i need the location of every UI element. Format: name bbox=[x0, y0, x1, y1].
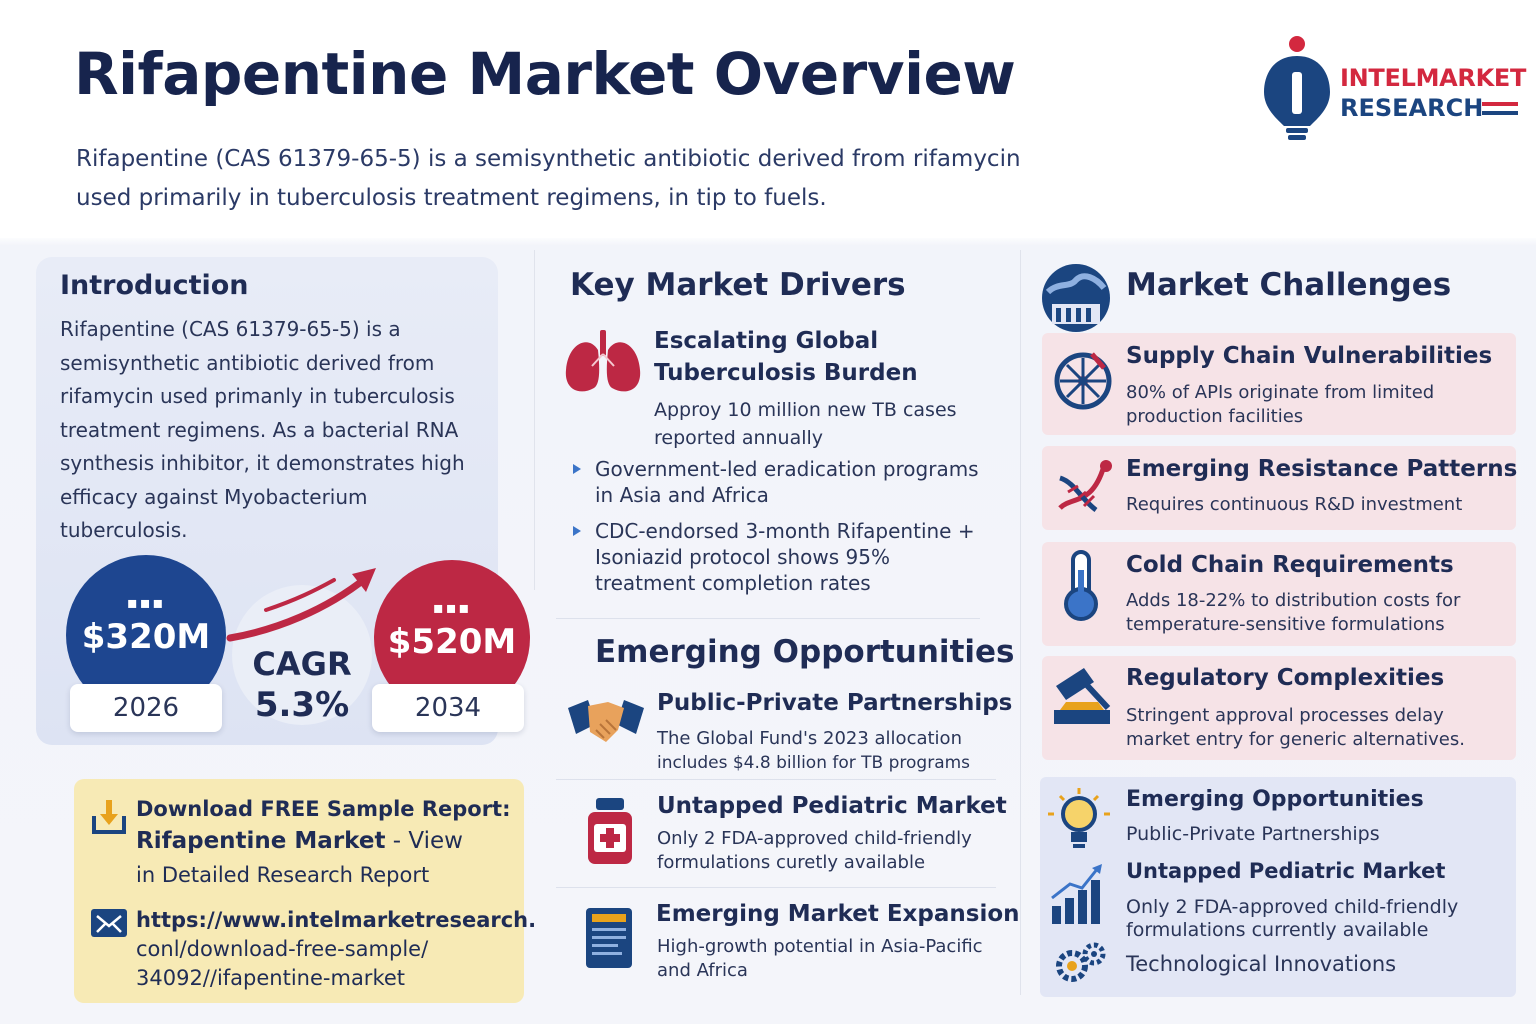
driver-bullet: Government-led eradication programs in Asia and Africa bbox=[573, 456, 993, 508]
thermometer-icon bbox=[1056, 550, 1106, 622]
opportunity-body-line: formulations curetly available bbox=[657, 852, 926, 873]
download-heading: Download FREE Sample Report: bbox=[136, 797, 511, 821]
dna-resistance-icon bbox=[1052, 456, 1114, 518]
challenge-heading: Supply Chain Vulnerabilities bbox=[1126, 343, 1493, 369]
right-opportunity-heading: Untapped Pediatric Market bbox=[1126, 859, 1446, 883]
challenge-body bbox=[1126, 589, 1506, 637]
start-year: 2026 bbox=[70, 684, 222, 732]
column-divider bbox=[534, 250, 535, 590]
divider bbox=[556, 779, 996, 780]
challenge-heading: Cold Chain Requirements bbox=[1126, 552, 1454, 578]
driver-bullet: CDC-endorsed 3-month Rifapentine + Isoniazid protocol shows 95% treatment completion rates bbox=[573, 518, 993, 596]
download-url-line2[interactable]: conl/download-free-sample/ bbox=[136, 937, 429, 961]
challenge-body: Requires continuous R&D investment bbox=[1126, 494, 1463, 515]
divider bbox=[556, 618, 980, 619]
divider bbox=[556, 887, 996, 888]
gears-icon bbox=[1052, 940, 1108, 986]
download-url-line3[interactable]: 34092//ifapentine-market bbox=[136, 966, 406, 990]
right-opportunities-title: Emerging Opportunities bbox=[1126, 787, 1424, 812]
challenge-body-line: production facilities bbox=[1126, 406, 1304, 427]
intro-title: Introduction bbox=[60, 270, 249, 301]
opportunity-heading: Untapped Pediatric Market bbox=[657, 793, 1007, 819]
cagr-label: CAGR bbox=[252, 645, 352, 683]
gavel-icon bbox=[1050, 662, 1114, 728]
lightbulb-icon bbox=[1046, 786, 1112, 856]
cagr-value: 5.3% bbox=[254, 685, 350, 725]
opportunity-body bbox=[657, 935, 997, 983]
download-icon[interactable] bbox=[90, 798, 128, 836]
opportunity-body-line: High-growth potential in Asia-Pacific bbox=[657, 936, 983, 957]
logo-text-line2: RESEARCH bbox=[1340, 94, 1484, 122]
start-value: $320M bbox=[81, 617, 211, 657]
opportunity-body bbox=[657, 727, 997, 775]
drivers-title: Key Market Drivers bbox=[570, 267, 906, 303]
report-name-bold: Rifapentine Market bbox=[136, 828, 386, 854]
challenge-heading: Emerging Resistance Patterns bbox=[1126, 456, 1518, 482]
driver-main-stat: Approy 10 million new TB cases reported annually bbox=[654, 399, 957, 449]
report-name-rest: - View bbox=[385, 828, 463, 854]
growth-chart-icon bbox=[1048, 862, 1104, 926]
opportunity-body-line: includes $4.8 billion for TB programs bbox=[657, 753, 971, 773]
report-document-icon bbox=[582, 906, 636, 972]
opportunity-body-line: and Africa bbox=[657, 960, 748, 981]
column-divider bbox=[1020, 250, 1021, 995]
download-url-line1[interactable]: https://www.intelmarketresearch. bbox=[136, 908, 537, 932]
challenge-body bbox=[1126, 381, 1506, 429]
opportunity-body-line: The Global Fund's 2023 allocation bbox=[657, 728, 962, 749]
bubble-dots: ▪▪▪ bbox=[126, 593, 166, 612]
download-report-name bbox=[136, 828, 463, 854]
challenge-body-line: Adds 18-22% to distribution costs for bbox=[1126, 590, 1461, 611]
right-opportunity-body bbox=[1126, 896, 1506, 942]
email-icon bbox=[90, 908, 128, 938]
challenge-body-line: Stringent approval processes delay bbox=[1126, 705, 1444, 726]
opportunity-body-line: Only 2 FDA-approved child-friendly bbox=[657, 828, 972, 849]
right-opportunity-body-line: Only 2 FDA-approved child-friendly bbox=[1126, 896, 1459, 918]
challenge-body-line: market entry for generic alternatives. bbox=[1126, 729, 1465, 750]
opportunity-body bbox=[657, 827, 997, 875]
opportunities-title: Emerging Opportunities bbox=[595, 634, 1015, 670]
end-value: $520M bbox=[387, 622, 517, 662]
lungs-icon bbox=[562, 330, 644, 396]
right-opportunity-body-line: formulations currently available bbox=[1126, 919, 1429, 941]
challenge-heading: Regulatory Complexities bbox=[1126, 665, 1445, 691]
intro-body: Rifapentine (CAS 61379-65-5) is a semisynthetic antibiotic derived from rifamycin used primanly in tuberculosis treatment regimens. As a bacterial RNA synthesis inhibitor, it demonstrates high efficacy against Myobacterium tuberculosis. bbox=[60, 317, 465, 542]
bubble-dots: ▪▪▪ bbox=[432, 598, 472, 617]
download-subheading: in Detailed Research Report bbox=[136, 863, 430, 887]
opportunity-heading: Emerging Market Expansion bbox=[656, 901, 1020, 927]
broken-wheel-icon bbox=[1052, 350, 1114, 412]
challenge-body-line: temperature-sensitive formulations bbox=[1126, 614, 1445, 635]
page-subtitle: Rifapentine (CAS 61379-65-5) is a semisynthetic antibiotic derived from rifamycin used primarily in tuberculosis treatment regimens, in tip to fuels. bbox=[76, 146, 1021, 211]
opportunity-heading: Public-Private Partnerships bbox=[657, 690, 1013, 716]
challenges-title: Market Challenges bbox=[1126, 267, 1452, 303]
end-year: 2034 bbox=[372, 684, 524, 732]
globe-factory-icon bbox=[1040, 262, 1112, 334]
page-title: Rifapentine Market Overview bbox=[74, 40, 1016, 108]
driver-main-title-line2: Tuberculosis Burden bbox=[654, 360, 918, 386]
right-opportunity-item: Public-Private Partnerships bbox=[1126, 823, 1380, 845]
challenge-body bbox=[1126, 704, 1506, 752]
driver-main-title bbox=[654, 325, 918, 389]
logo-text-line1: INTELMARKET bbox=[1340, 64, 1527, 92]
medicine-bottle-icon bbox=[584, 796, 636, 866]
driver-main-title-line1: Escalating Global bbox=[654, 328, 879, 354]
right-opportunity-item: Technological Innovations bbox=[1126, 952, 1397, 976]
handshake-icon bbox=[566, 690, 646, 746]
challenge-body-line: 80% of APIs originate from limited bbox=[1126, 382, 1435, 403]
download-link[interactable] bbox=[136, 906, 537, 993]
growth-arrow-icon bbox=[226, 560, 386, 650]
